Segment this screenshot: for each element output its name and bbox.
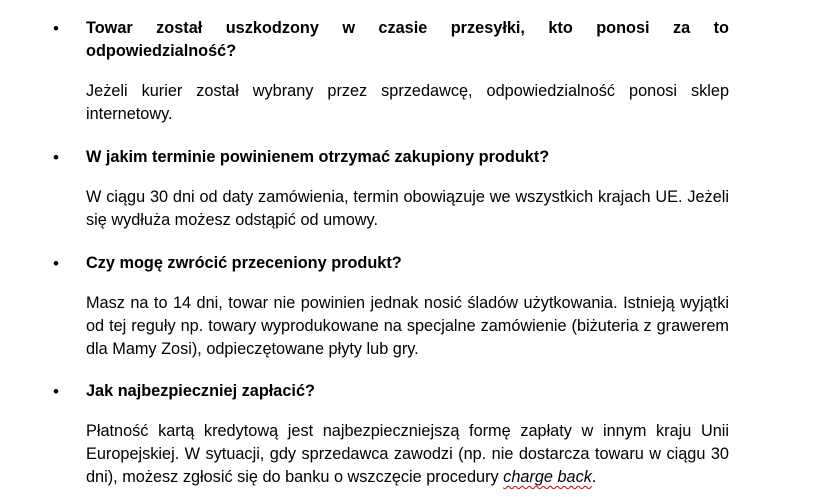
answer-text-end: . — [591, 468, 597, 486]
bullet: • — [53, 148, 59, 167]
faq-question: Jak najbezpieczniej zapłacić? — [86, 382, 315, 400]
faq-answer: Masz na to 14 dni, towar nie powinien jednak nosić śladów użytkowania. Istnieją wyjątki od tej reguły np. towary wyprodukowane na specjalne zamówienie (biżuteria z grawerem dla Mamy Zosi), odpieczętowane płyty lub gry. — [86, 294, 729, 358]
faq-question: W jakim terminie powinienem otrzymać zakupiony produkt? — [86, 148, 550, 166]
faq-answer: Jeżeli kurier został wybrany przez sprzedawcę, odpowiedzialność ponosi sklep internetowy. — [86, 82, 729, 123]
faq-question-line: odpowiedzialność? — [86, 42, 237, 60]
faq-question-line: Towar został uszkodzony w czasie przesyłki, kto ponosi za to — [86, 19, 729, 37]
faq-question — [86, 17, 729, 63]
bullet: • — [53, 19, 59, 38]
faq-answer: W ciągu 30 dni od daty zamówienia, termin obowiązuje we wszystkich krajach UE. Jeżeli się wydłuża możesz odstąpić od umowy. — [86, 188, 729, 229]
charge-back-term: charge back — [503, 468, 592, 486]
faq-answer — [86, 420, 729, 489]
faq-question: Czy mogę zwrócić przeceniony produkt? — [86, 254, 402, 272]
bullet: • — [53, 382, 59, 401]
answer-text: Płatność kartą kredytową jest najbezpieczniejszą formę zapłaty w innym kraju Unii Europejskiej. W sytuacji, gdy sprzedawca zawodzi (np. nie dostarcza towaru w ciągu 30 dni), możesz zgłosić się do banku o wszczęcie procedury — [86, 422, 729, 486]
bullet: • — [53, 254, 59, 273]
